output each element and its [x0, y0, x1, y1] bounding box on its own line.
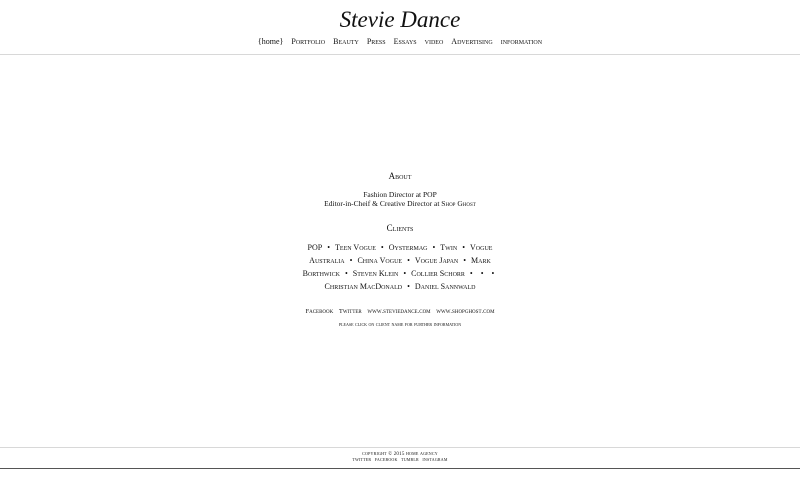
footer-tumblr-link[interactable]: tumblr — [401, 458, 419, 463]
about-line-2-prefix: Editor-in-Cheif & Creative Director at — [324, 199, 442, 208]
shopghost-site-link[interactable]: www.shopghost.com — [436, 308, 495, 315]
nav-item-beauty[interactable]: Beauty — [333, 37, 359, 46]
client-info-note: please click on client name for further information — [338, 322, 462, 328]
client-item[interactable]: Twin — [440, 243, 458, 252]
copyright-text: copyright © 2015 home agency — [362, 452, 438, 457]
about-line-1: Fashion Director at POP — [363, 190, 437, 199]
client-item[interactable]: POP — [307, 243, 323, 252]
client-item[interactable]: Oystermag — [388, 243, 428, 252]
client-separator: • — [491, 269, 495, 278]
client-item[interactable]: China Vogue — [357, 256, 403, 265]
nav-item-home[interactable]: {home} — [257, 37, 284, 46]
client-separator: • — [432, 243, 436, 252]
client-separator: • — [403, 269, 407, 278]
social-links — [0, 307, 800, 316]
client-separator: • — [480, 269, 484, 278]
nav-item-advertising[interactable]: Advertising — [451, 37, 493, 46]
nav-item-video[interactable]: video — [424, 37, 444, 46]
client-item[interactable]: Christian MacDonald — [324, 282, 403, 291]
site-title[interactable]: Stevie Dance — [339, 7, 461, 32]
client-item[interactable]: Vogue Australia — [309, 243, 493, 265]
about-line-2 — [0, 199, 800, 208]
about-heading: About — [388, 171, 412, 181]
nav-item-portfolio[interactable]: Portfolio — [291, 37, 326, 46]
client-item[interactable]: Teen Vogue — [335, 243, 376, 252]
twitter-link[interactable]: Twitter — [338, 308, 362, 315]
steviedance-site-link[interactable]: www.steviedance.com — [367, 308, 431, 315]
client-separator: • — [327, 243, 331, 252]
clients-heading: Clients — [386, 223, 414, 233]
client-separator: • — [463, 256, 467, 265]
nav-item-press[interactable]: Press — [366, 37, 386, 46]
main-nav — [0, 37, 800, 47]
client-item[interactable]: Mark Borthwick — [302, 256, 491, 278]
main-content — [0, 170, 800, 330]
client-item[interactable]: Vogue Japan — [414, 256, 459, 265]
client-separator: • — [380, 243, 384, 252]
site-footer — [0, 447, 800, 469]
nav-item-information[interactable]: information — [500, 37, 543, 46]
client-item[interactable]: Steven Klein — [352, 269, 399, 278]
client-item[interactable]: Collier Schorr — [411, 269, 465, 278]
client-separator: • — [462, 243, 465, 252]
site-header — [0, 0, 800, 55]
client-item[interactable]: Daniel Sannwald — [414, 282, 476, 291]
nav-item-essays[interactable]: Essays — [393, 37, 417, 46]
client-separator: • — [407, 256, 410, 265]
client-separator: • — [469, 269, 473, 278]
about-text — [0, 190, 800, 208]
client-separator: • — [407, 282, 410, 291]
footer-links — [0, 458, 800, 464]
about-line-2-brand[interactable]: Shop Ghost — [441, 199, 476, 208]
facebook-link[interactable]: Facebook — [305, 308, 334, 315]
clients-list — [295, 241, 505, 293]
client-separator: • — [349, 256, 353, 265]
client-separator: • — [344, 269, 348, 278]
footer-instagram-link[interactable]: instagram — [422, 458, 448, 463]
footer-facebook-link[interactable]: facebook — [374, 458, 398, 463]
footer-twitter-link[interactable]: twitter — [352, 458, 372, 463]
